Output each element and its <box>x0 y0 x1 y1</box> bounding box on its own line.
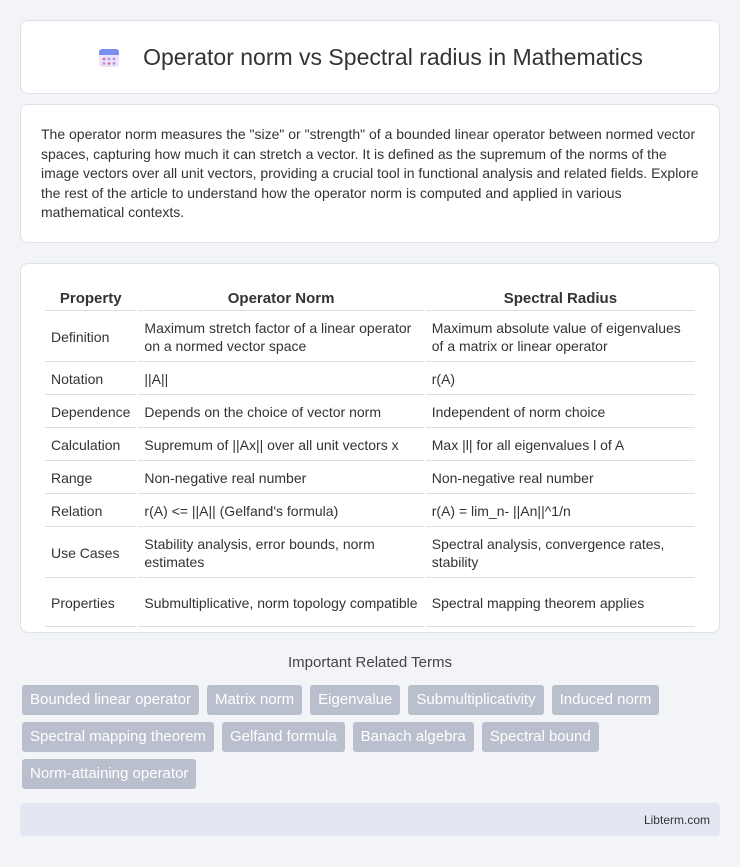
term-tag[interactable]: Eigenvalue <box>310 685 400 715</box>
table-row <box>45 313 695 362</box>
header-property: Property <box>45 286 136 311</box>
table-cell: Dependence <box>45 397 136 428</box>
table-cell: r(A) = lim_n- ||An||^1/n <box>426 496 695 527</box>
table-cell: Supremum of ||Ax|| over all unit vectors x <box>138 430 423 461</box>
table-cell: Use Cases <box>45 529 136 578</box>
intro-text: The operator norm measures the "size" or "strength" of a bounded linear operator between normed vector spaces, capturing how much it can stretch a vector. It is defined as the supremum of the norms of the image vectors over all unit vectors, providing a crucial tool in functional analysis and related fields. Explore the rest of the article to understand how the operator norm is computed and applied in various mathematical contexts. <box>41 126 699 221</box>
footer-site-link[interactable]: Libterm.com <box>643 812 710 827</box>
table-cell: ||A|| <box>138 364 423 395</box>
table-row <box>45 397 695 428</box>
table-row <box>45 580 695 627</box>
table-cell: Non-negative real number <box>426 463 695 494</box>
term-tag[interactable]: Bounded linear operator <box>22 685 199 715</box>
table-cell: Spectral analysis, convergence rates, stability <box>426 529 695 578</box>
table-cell: Max |l| for all eigenvalues l of A <box>426 430 695 461</box>
term-tag[interactable]: Submultiplicativity <box>408 685 543 715</box>
table-cell: Independent of norm choice <box>426 397 695 428</box>
term-tag[interactable]: Induced norm <box>552 685 660 715</box>
header-spectral-radius: Spectral Radius <box>426 286 695 311</box>
table-row <box>45 364 695 395</box>
table-cell: Maximum stretch factor of a linear operator on a normed vector space <box>138 313 423 362</box>
table-cell: Maximum absolute value of eigenvalues of a matrix or linear operator <box>426 313 695 362</box>
related-terms-list <box>22 685 722 796</box>
footer <box>20 803 720 836</box>
table-header-row <box>45 286 695 311</box>
table-cell: Relation <box>45 496 136 527</box>
table-row <box>45 463 695 494</box>
comparison-table <box>43 284 697 629</box>
table-cell: Notation <box>45 364 136 395</box>
table-cell: Stability analysis, error bounds, norm estimates <box>138 529 423 578</box>
table-cell: r(A) <= ||A|| (Gelfand's formula) <box>138 496 423 527</box>
term-tag[interactable]: Banach algebra <box>353 722 474 752</box>
table-cell: Depends on the choice of vector norm <box>138 397 423 428</box>
table-cell: Properties <box>45 580 136 627</box>
term-tag[interactable]: Norm-attaining operator <box>22 759 196 789</box>
header-operator-norm: Operator Norm <box>138 286 423 311</box>
table-row <box>45 496 695 527</box>
comparison-table-card <box>20 263 720 633</box>
table-row <box>45 529 695 578</box>
table-cell: Calculation <box>45 430 136 461</box>
term-tag[interactable]: Spectral mapping theorem <box>22 722 214 752</box>
title-card <box>20 20 720 94</box>
table-cell: Range <box>45 463 136 494</box>
table-cell: Definition <box>45 313 136 362</box>
page-title: Operator norm vs Spectral radius in Mathematics <box>143 43 643 70</box>
table-cell: Submultiplicative, norm topology compatible <box>138 580 423 627</box>
table-cell: Non-negative real number <box>138 463 423 494</box>
table-cell: Spectral mapping theorem applies <box>426 580 695 627</box>
table-row <box>45 430 695 461</box>
term-tag[interactable]: Spectral bound <box>482 722 599 752</box>
term-tag[interactable]: Matrix norm <box>207 685 302 715</box>
table-cell: r(A) <box>426 364 695 395</box>
related-terms-title: Important Related Terms <box>288 654 452 671</box>
intro-card <box>20 104 720 243</box>
term-tag[interactable]: Gelfand formula <box>222 722 345 752</box>
calendar-icon <box>97 45 121 69</box>
